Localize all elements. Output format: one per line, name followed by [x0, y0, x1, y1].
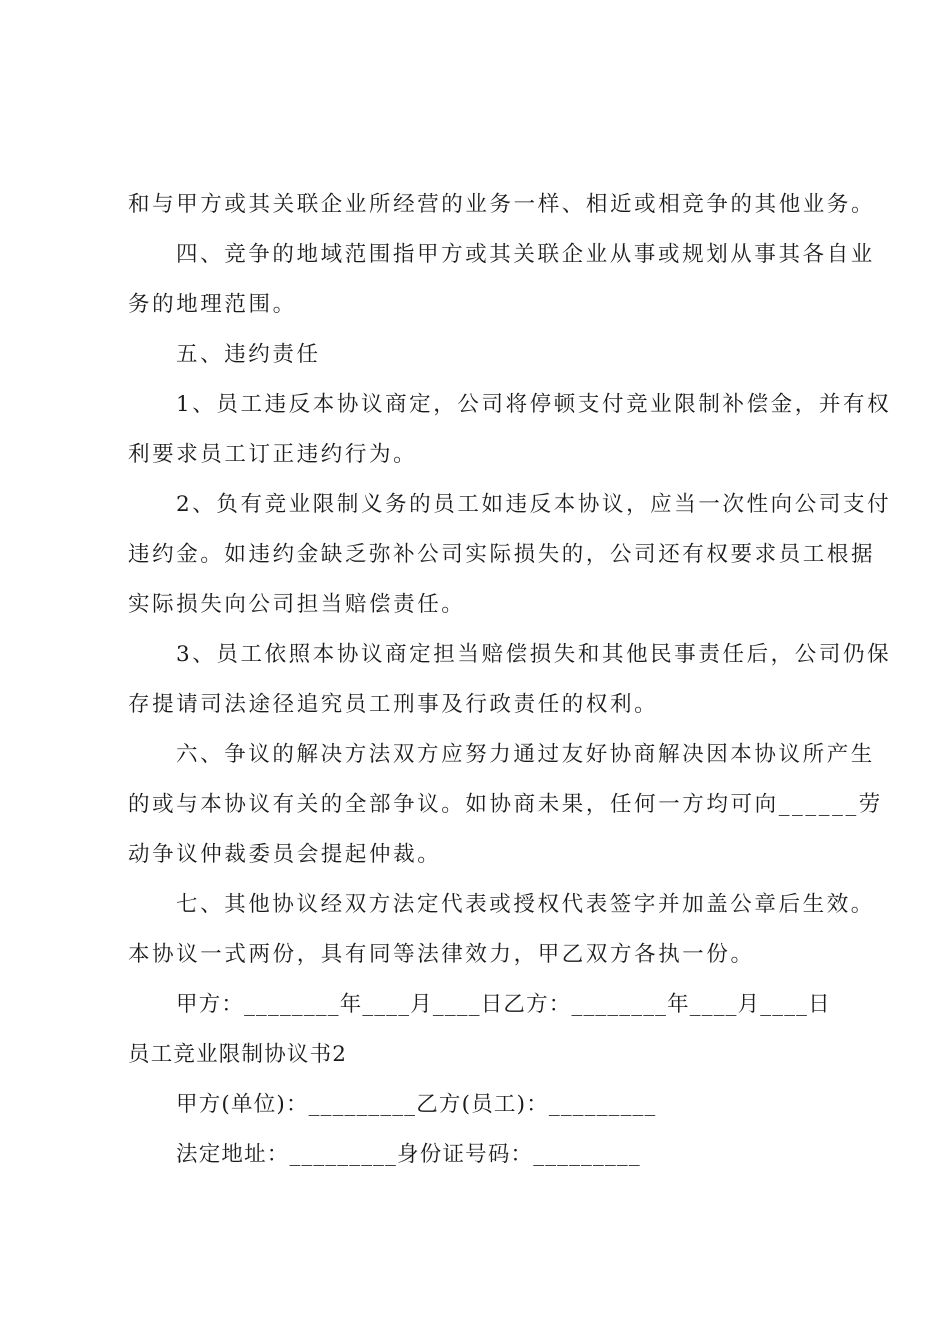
body-text-line: 实际损失向公司担当赔偿责任。 [128, 592, 466, 617]
clause-item-2: 2、负有竞业限制义务的员工如违反本协议，应当一次性向公司支付 [176, 492, 892, 517]
signature-date-line: 甲方：________年____月____日乙方：________年____月____日 [176, 992, 831, 1017]
body-text-line: 务的地理范围。 [128, 292, 297, 317]
body-text-line: 的或与本协议有关的全部争议。如协商未果，任何一方均可向______劳 [128, 792, 883, 817]
body-text-line: 动争议仲裁委员会提起仲裁。 [128, 842, 442, 867]
party-names-line: 甲方(单位)：_________乙方(员工)：_________ [176, 1092, 657, 1117]
document-title: 员工竞业限制协议书2 [128, 1042, 348, 1067]
body-text-line: 利要求员工订正违约行为。 [128, 442, 418, 467]
clause-four-text: 四、竞争的地域范围指甲方或其关联企业从事或规划从事其各自业 [176, 242, 875, 267]
clause-six-text: 六、争议的解决方法双方应努力通过友好协商解决因本协议所产生 [176, 742, 875, 767]
clause-seven-text: 七、其他协议经双方法定代表或授权代表签字并加盖公章后生效。 [176, 892, 875, 917]
body-text-line: 本协议一式两份，具有同等法律效力，甲乙双方各执一份。 [128, 942, 755, 967]
body-text-line: 违约金。如违约金缺乏弥补公司实际损失的，公司还有权要求员工根据 [128, 542, 876, 567]
clause-item-3: 3、员工依照本协议商定担当赔偿损失和其他民事责任后，公司仍保 [176, 642, 892, 667]
address-id-line: 法定地址：_________身份证号码：_________ [176, 1142, 641, 1167]
body-text-line: 和与甲方或其关联企业所经营的业务一样、相近或相竞争的其他业务。 [128, 192, 876, 217]
body-text-line: 存提请司法途径追究员工刑事及行政责任的权利。 [128, 692, 659, 717]
clause-item-1: 1、员工违反本协议商定，公司将停顿支付竞业限制补偿金，并有权 [176, 392, 892, 417]
section-heading-breach: 五、违约责任 [176, 342, 321, 367]
